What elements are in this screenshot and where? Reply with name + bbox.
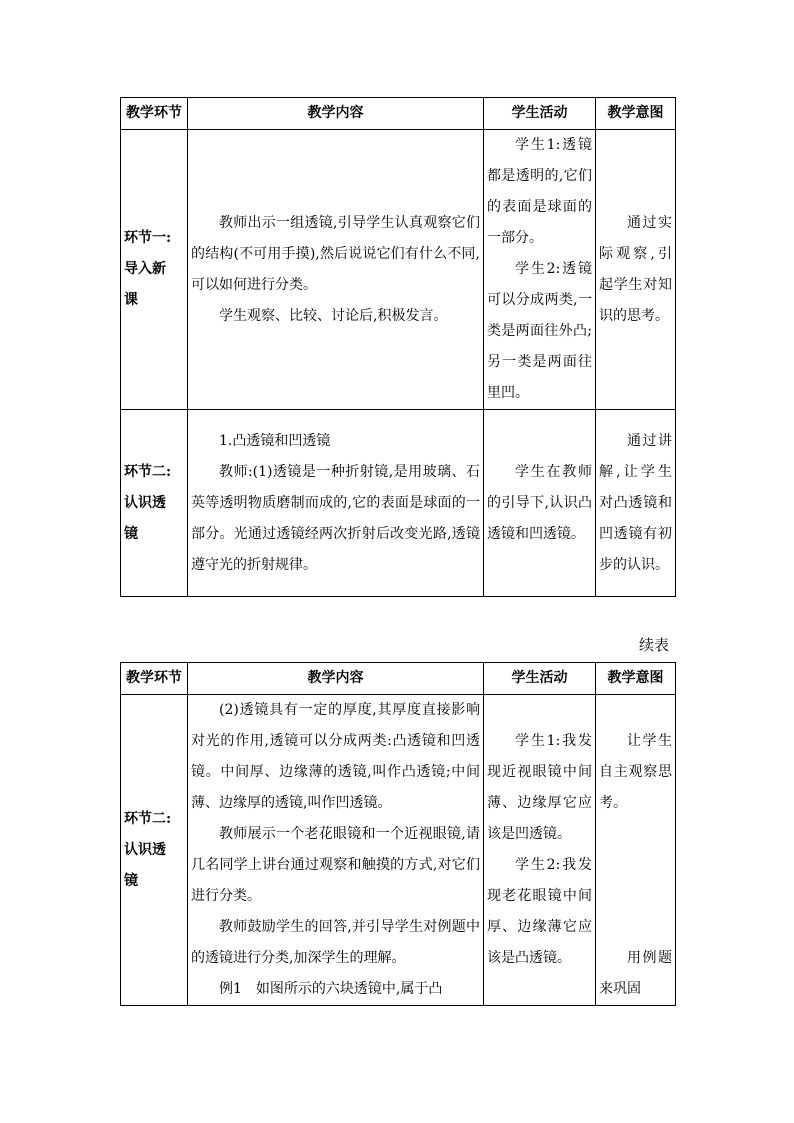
table-header-row [121, 98, 676, 130]
activity-cell: 学生1:我发现近视眼镜中间薄、边缘厚它应该是凹透镜。 学生2:我发现老花眼镜中间厚、边缘薄它应该是凸透镜。 [484, 695, 596, 1006]
activity-cell: 学生在教师的引导下,认识凸透镜和凹透镜。 [484, 410, 596, 597]
header-intent: 教学意图 [596, 663, 676, 695]
header-stage: 教学环节 [121, 663, 188, 695]
header-content: 教学内容 [188, 663, 484, 695]
stage-cell: 环节一: 导入新 课 [121, 130, 188, 410]
intent-cell: 让学生自主观察思考。 用例题来巩固 [596, 695, 676, 1006]
content-cell: 教师出示一组透镜,引导学生认真观察它们的结构(不可用手摸),然后说说它们有什么不同,可以如何进行分类。 学生观察、比较、讨论后,积极发言。 [188, 130, 484, 410]
table-row [121, 410, 676, 597]
activity-cell: 学生1:透镜都是透明的,它们的表面是球面的一部分。 学生2:透镜可以分成两类,一类是两面往外凸;另一类是两面往里凹。 [484, 130, 596, 410]
header-stage: 教学环节 [121, 98, 188, 130]
header-activity: 学生活动 [484, 663, 596, 695]
content-cell: (2)透镜具有一定的厚度,其厚度直接影响对光的作用,透镜可以分成两类:凸透镜和凹透镜。中间厚、边缘薄的透镜,叫作凸透镜;中间薄、边缘厚的透镜,叫作凹透镜。 教师展示一个老花眼镜和一个近视眼镜,请几名同学上讲台通过观察和触摸的方式,对它们进行分类。 教师鼓励学生的回答,并引导学生对例题中的透镜进行分类,加深学生的理解。 例1 如图所示的六块透镜中,属于凸 [188, 695, 484, 1006]
table-header-row [121, 663, 676, 695]
content-cell: 1.凸透镜和凹透镜 教师:(1)透镜是一种折射镜,是用玻璃、石英等透明物质磨制而成的,它的表面是球面的一部分。光通过透镜经两次折射后改变光路,透镜遵守光的折射规律。 [188, 410, 484, 597]
header-content: 教学内容 [188, 98, 484, 130]
stage-cell: 环节二: 认识透 镜 [121, 410, 188, 597]
intent-cell: 通过讲解,让学生对凸透镜和凹透镜有初步的认识。 [596, 410, 676, 597]
table-row [121, 695, 676, 1006]
table-row [121, 130, 676, 410]
continued-label: 续表 [639, 636, 670, 654]
stage-cell: 环节二: 认识透 镜 [121, 695, 188, 1006]
header-intent: 教学意图 [596, 98, 676, 130]
lesson-table-1 [120, 97, 676, 597]
lesson-table-2 [120, 662, 676, 1006]
intent-cell: 通过实际观察,引起学生对知识的思考。 [596, 130, 676, 410]
header-activity: 学生活动 [484, 98, 596, 130]
